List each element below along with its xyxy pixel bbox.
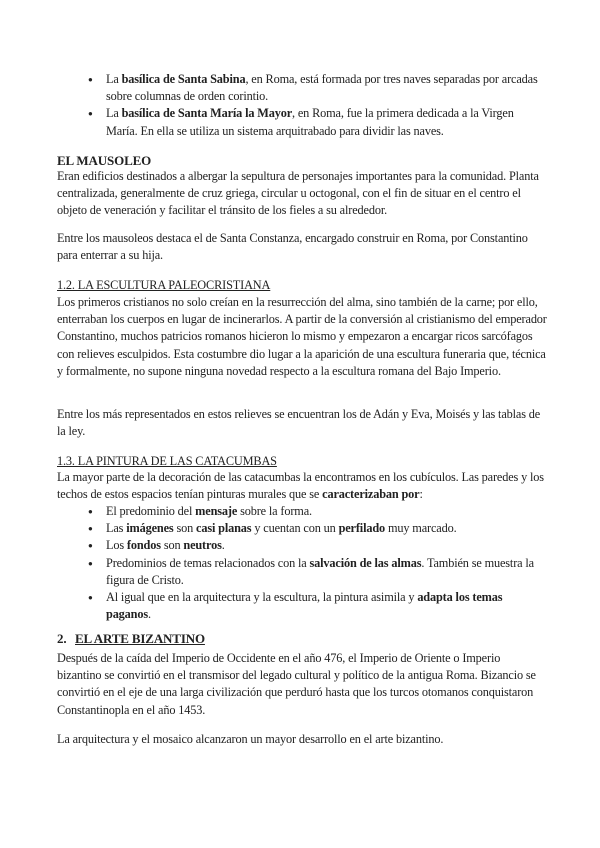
section-number: 2.: [57, 631, 67, 646]
list-item: ● El predominio del mensaje sobre la forma.: [57, 503, 547, 520]
basilica-list: [57, 71, 547, 140]
escultura-paragraph-2: Entre los más representados en estos relieves se encuentran los de Adán y Eva, Moisés y las tablas de la ley.: [57, 407, 541, 439]
escultura-heading: 1.2. LA ESCULTURA PALEOCRISTIANA: [57, 278, 271, 292]
bizantino-paragraph-1: Después de la caída del Imperio de Occidente en el año 476, el Imperio de Oriente o Imperio bizantino se convirtió en el transmisor del legado cultural y político de la antigua Roma. Bizancio se convirtió en el eje de una larga civilización que perduró hasta que los turcos otomanos conquistaron Constantinopla en el año 1453.: [57, 651, 536, 717]
escultura-paragraph-1: Los primeros cristianos no solo creían en la resurrección del alma, sino también de la carne; por ello, enterraban los cuerpos en lugar de incinerarlos. A partir de la conversión al cristianismo del emperador Constantino, muchos patricios romanos hicieron lo mismo y empezaron a encargar ricos sarcófagos con relieves esculpidos. Esta costumbre dio lugar a la aparición de una escultura funeraria que, técnica y formalmente, no supone ninguna novedad respecto a la escultura romana del Bajo Imperio.: [57, 295, 547, 378]
mausoleo-paragraph-2: Entre los mausoleos destaca el de Santa Constanza, encargado construir en Roma, por Constantino para enterrar a su hija.: [57, 231, 528, 263]
pintura-features-list: [57, 503, 547, 623]
list-item: ● Predominios de temas relacionados con la salvación de las almas. También se muestra la figura de Cristo.: [57, 555, 547, 589]
pintura-heading: 1.3. LA PINTURA DE LAS CATACUMBAS: [57, 454, 277, 468]
bizantino-heading: 2. EL ARTE BIZANTINO: [57, 631, 205, 646]
list-item: ● Al igual que en la arquitectura y la escultura, la pintura asimila y adapta los temas paganos.: [57, 589, 547, 623]
pintura-intro: La mayor parte de la decoración de las catacumbas la encontramos en los cubículos. Las paredes y los techos de estos espacios tenían pinturas murales que se caracterizaban por:: [57, 470, 544, 502]
mausoleo-paragraph-1: Eran edificios destinados a albergar la sepultura de personajes importantes para la comunidad. Planta centralizada, generalmente de cruz griega, circular u octogonal, con el fin de situar en el centro el objeto de veneración y facilitar el tránsito de los fieles a su alrededor.: [57, 169, 539, 218]
list-item: ● Los fondos son neutros.: [57, 537, 547, 554]
list-item: ● La basílica de Santa Sabina, en Roma, está formada por tres naves separadas por arcadas sobre columnas de orden corintio.: [57, 71, 547, 105]
list-item: ● Las imágenes son casi planas y cuentan con un perfilado muy marcado.: [57, 520, 547, 537]
bizantino-paragraph-2: La arquitectura y el mosaico alcanzaron un mayor desarrollo en el arte bizantino.: [57, 732, 444, 746]
mausoleo-heading: EL MAUSOLEO: [57, 153, 152, 168]
list-item: ● La basílica de Santa María la Mayor, en Roma, fue la primera dedicada a la Virgen María. En ella se utiliza un sistema arquitrabado para dividir las naves.: [57, 105, 547, 139]
